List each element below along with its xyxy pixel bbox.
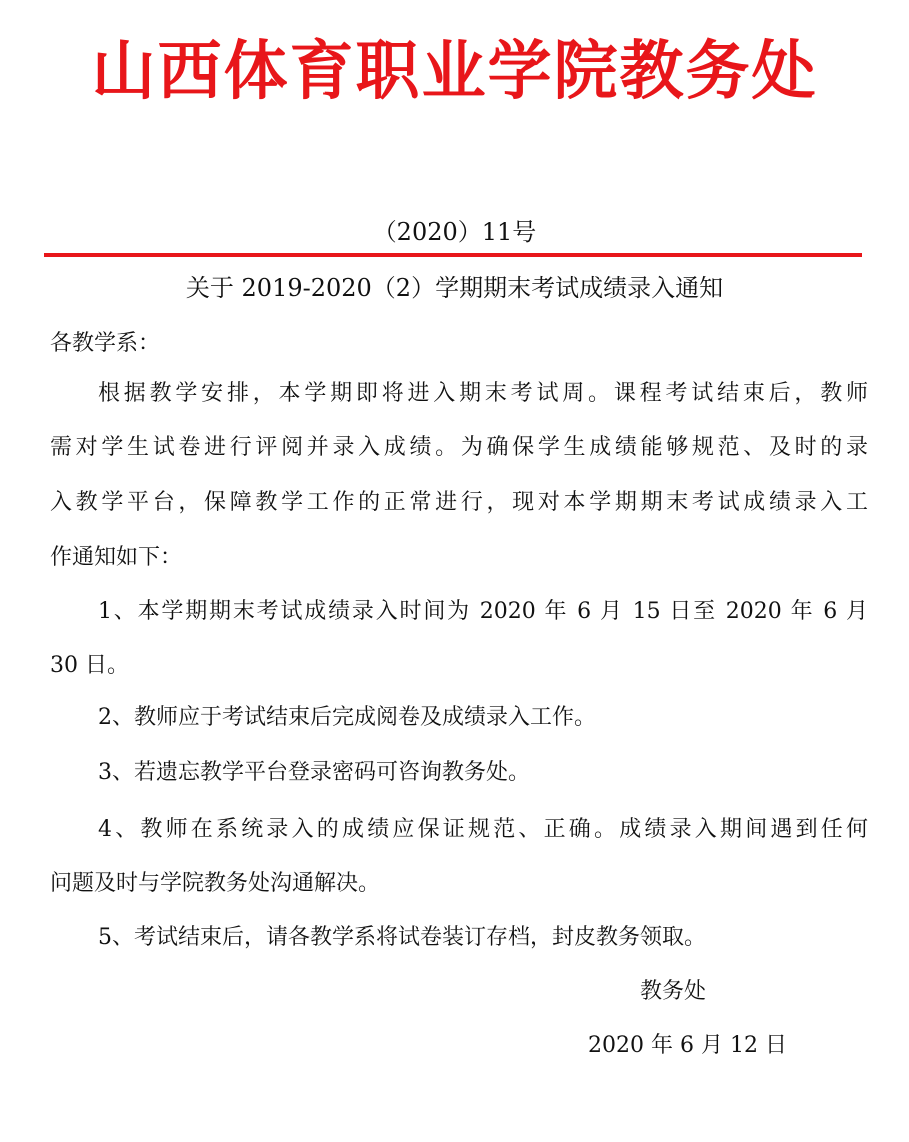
item-1-line-1: 1、本学期期末考试成绩录入时间为 2020 年 6 月 15 日至 2020 年 6 月 <box>98 599 868 624</box>
item-5: 5、考试结束后，请各教学系将试卷装订存档，封皮教务领取。 <box>98 925 706 950</box>
item-4-line-2: 问题及时与学院教务处沟通解决。 <box>50 871 381 896</box>
item-1-line-2: 30 日。 <box>50 653 129 678</box>
red-divider-line <box>44 253 862 257</box>
item-3: 3、若遗忘教学平台登录密码可咨询教务处。 <box>98 760 530 785</box>
intro-line-3: 入教学平台，保障教学工作的正常进行，现对本学期期末考试成绩录入工 <box>50 490 868 515</box>
intro-line-1: 根据教学安排，本学期即将进入期末考试周。课程考试结束后，教师 <box>98 381 868 406</box>
intro-line-4: 作通知如下： <box>50 545 183 570</box>
document-number: （2020）11号 <box>372 218 537 246</box>
salutation: 各教学系： <box>50 331 161 356</box>
document-header-title: 山西体育职业学院教务处 <box>91 34 818 109</box>
intro-line-2: 需对学生试卷进行评阅并录入成绩。为确保学生成绩能够规范、及时的录 <box>50 435 868 460</box>
signature-office: 教务处 <box>640 979 707 1004</box>
notice-title: 关于 2019-2020（2）学期期末考试成绩录入通知 <box>185 274 724 302</box>
item-4-line-1: 4、教师在系统录入的成绩应保证规范、正确。成绩录入期间遇到任何 <box>98 817 868 842</box>
item-2: 2、教师应于考试结束后完成阅卷及成绩录入工作。 <box>98 705 596 730</box>
signature-date: 2020 年 6 月 12 日 <box>588 1033 787 1058</box>
